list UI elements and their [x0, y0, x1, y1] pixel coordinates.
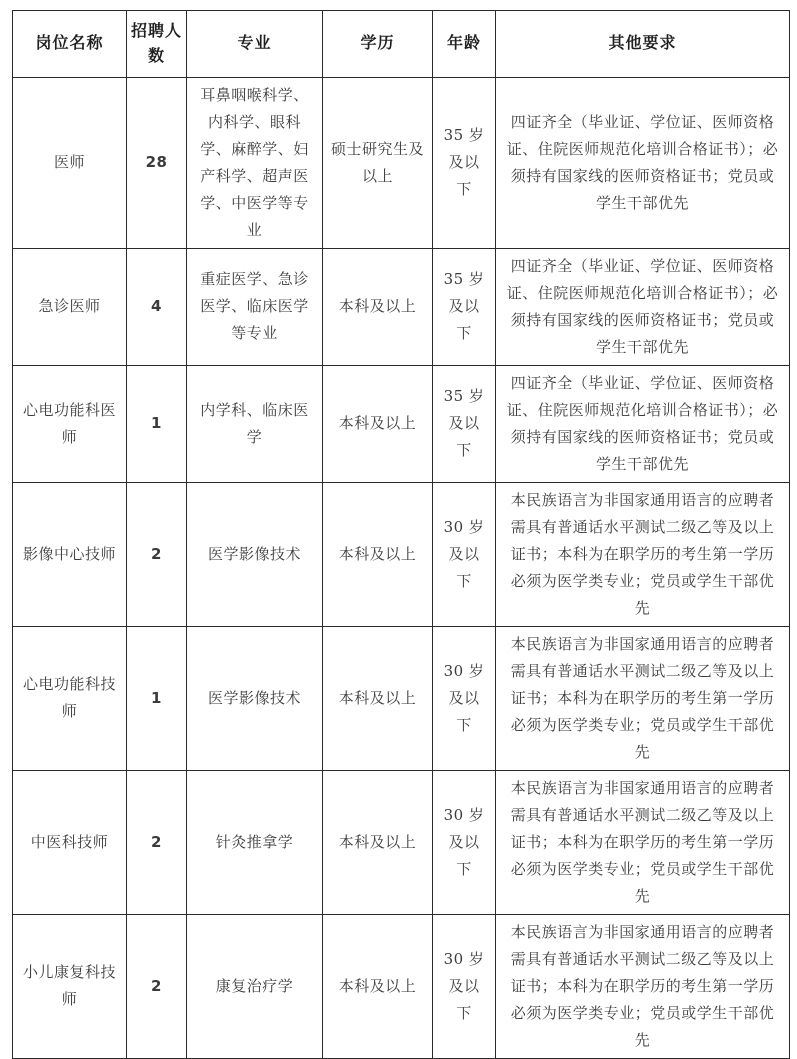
cell-age: 30 岁及以下	[433, 770, 496, 914]
column-header-education: 学历	[323, 11, 433, 78]
cell-headcount: 4	[127, 248, 187, 365]
cell-major: 重症医学、急诊医学、临床医学等专业	[187, 248, 323, 365]
cell-age: 30 岁及以下	[433, 914, 496, 1058]
table-row	[13, 77, 790, 248]
column-header-major: 专业	[187, 11, 323, 78]
cell-other: 本民族语言为非国家通用语言的应聘者需具有普通话水平测试二级乙等及以上证书；本科为在职学历的考生第一学历必须为医学类专业；党员或学生干部优先	[496, 770, 790, 914]
cell-headcount: 2	[127, 482, 187, 626]
cell-major: 医学影像技术	[187, 482, 323, 626]
cell-education: 本科及以上	[323, 248, 433, 365]
column-header-other: 其他要求	[496, 11, 790, 78]
table-row	[13, 770, 790, 914]
cell-education: 硕士研究生及以上	[323, 77, 433, 248]
table-row	[13, 914, 790, 1058]
cell-headcount: 2	[127, 914, 187, 1058]
cell-position: 中医科技师	[13, 770, 127, 914]
column-header-age: 年龄	[433, 11, 496, 78]
table-row	[13, 248, 790, 365]
cell-age: 35 岁及以下	[433, 248, 496, 365]
cell-position: 急诊医师	[13, 248, 127, 365]
cell-major: 内学科、临床医学	[187, 365, 323, 482]
table-row	[13, 482, 790, 626]
cell-position: 小儿康复科技师	[13, 914, 127, 1058]
cell-education: 本科及以上	[323, 482, 433, 626]
cell-age: 30 岁及以下	[433, 482, 496, 626]
cell-other: 四证齐全（毕业证、学位证、医师资格证、住院医师规范化培训合格证书）；必须持有国家线的医师资格证书；党员或学生干部优先	[496, 77, 790, 248]
column-header-position: 岗位名称	[13, 11, 127, 78]
cell-other: 本民族语言为非国家通用语言的应聘者需具有普通话水平测试二级乙等及以上证书；本科为在职学历的考生第一学历必须为医学类专业；党员或学生干部优先	[496, 626, 790, 770]
table-row	[13, 365, 790, 482]
cell-other: 四证齐全（毕业证、学位证、医师资格证、住院医师规范化培训合格证书）；必须持有国家线的医师资格证书；党员或学生干部优先	[496, 248, 790, 365]
cell-headcount: 2	[127, 770, 187, 914]
cell-other: 本民族语言为非国家通用语言的应聘者需具有普通话水平测试二级乙等及以上证书；本科为在职学历的考生第一学历必须为医学类专业；党员或学生干部优先	[496, 914, 790, 1058]
cell-other: 本民族语言为非国家通用语言的应聘者需具有普通话水平测试二级乙等及以上证书；本科为在职学历的考生第一学历必须为医学类专业；党员或学生干部优先	[496, 482, 790, 626]
cell-major: 耳鼻咽喉科学、内科学、眼科学、麻醉学、妇产科学、超声医学、中医学等专业	[187, 77, 323, 248]
recruitment-table	[12, 10, 790, 1059]
cell-headcount: 28	[127, 77, 187, 248]
header-row	[13, 11, 790, 78]
cell-position: 心电功能科技师	[13, 626, 127, 770]
cell-headcount: 1	[127, 626, 187, 770]
cell-position: 医师	[13, 77, 127, 248]
cell-major: 医学影像技术	[187, 626, 323, 770]
cell-position: 心电功能科医师	[13, 365, 127, 482]
cell-position: 影像中心技师	[13, 482, 127, 626]
cell-education: 本科及以上	[323, 626, 433, 770]
cell-major: 康复治疗学	[187, 914, 323, 1058]
cell-age: 35 岁及以下	[433, 77, 496, 248]
cell-major: 针灸推拿学	[187, 770, 323, 914]
cell-other: 四证齐全（毕业证、学位证、医师资格证、住院医师规范化培训合格证书）；必须持有国家线的医师资格证书；党员或学生干部优先	[496, 365, 790, 482]
column-header-headcount: 招聘人数	[127, 11, 187, 78]
cell-age: 30 岁及以下	[433, 626, 496, 770]
cell-headcount: 1	[127, 365, 187, 482]
table-body	[13, 77, 790, 1058]
cell-education: 本科及以上	[323, 365, 433, 482]
cell-age: 35 岁及以下	[433, 365, 496, 482]
table-header	[13, 11, 790, 78]
cell-education: 本科及以上	[323, 770, 433, 914]
table-row	[13, 626, 790, 770]
cell-education: 本科及以上	[323, 914, 433, 1058]
